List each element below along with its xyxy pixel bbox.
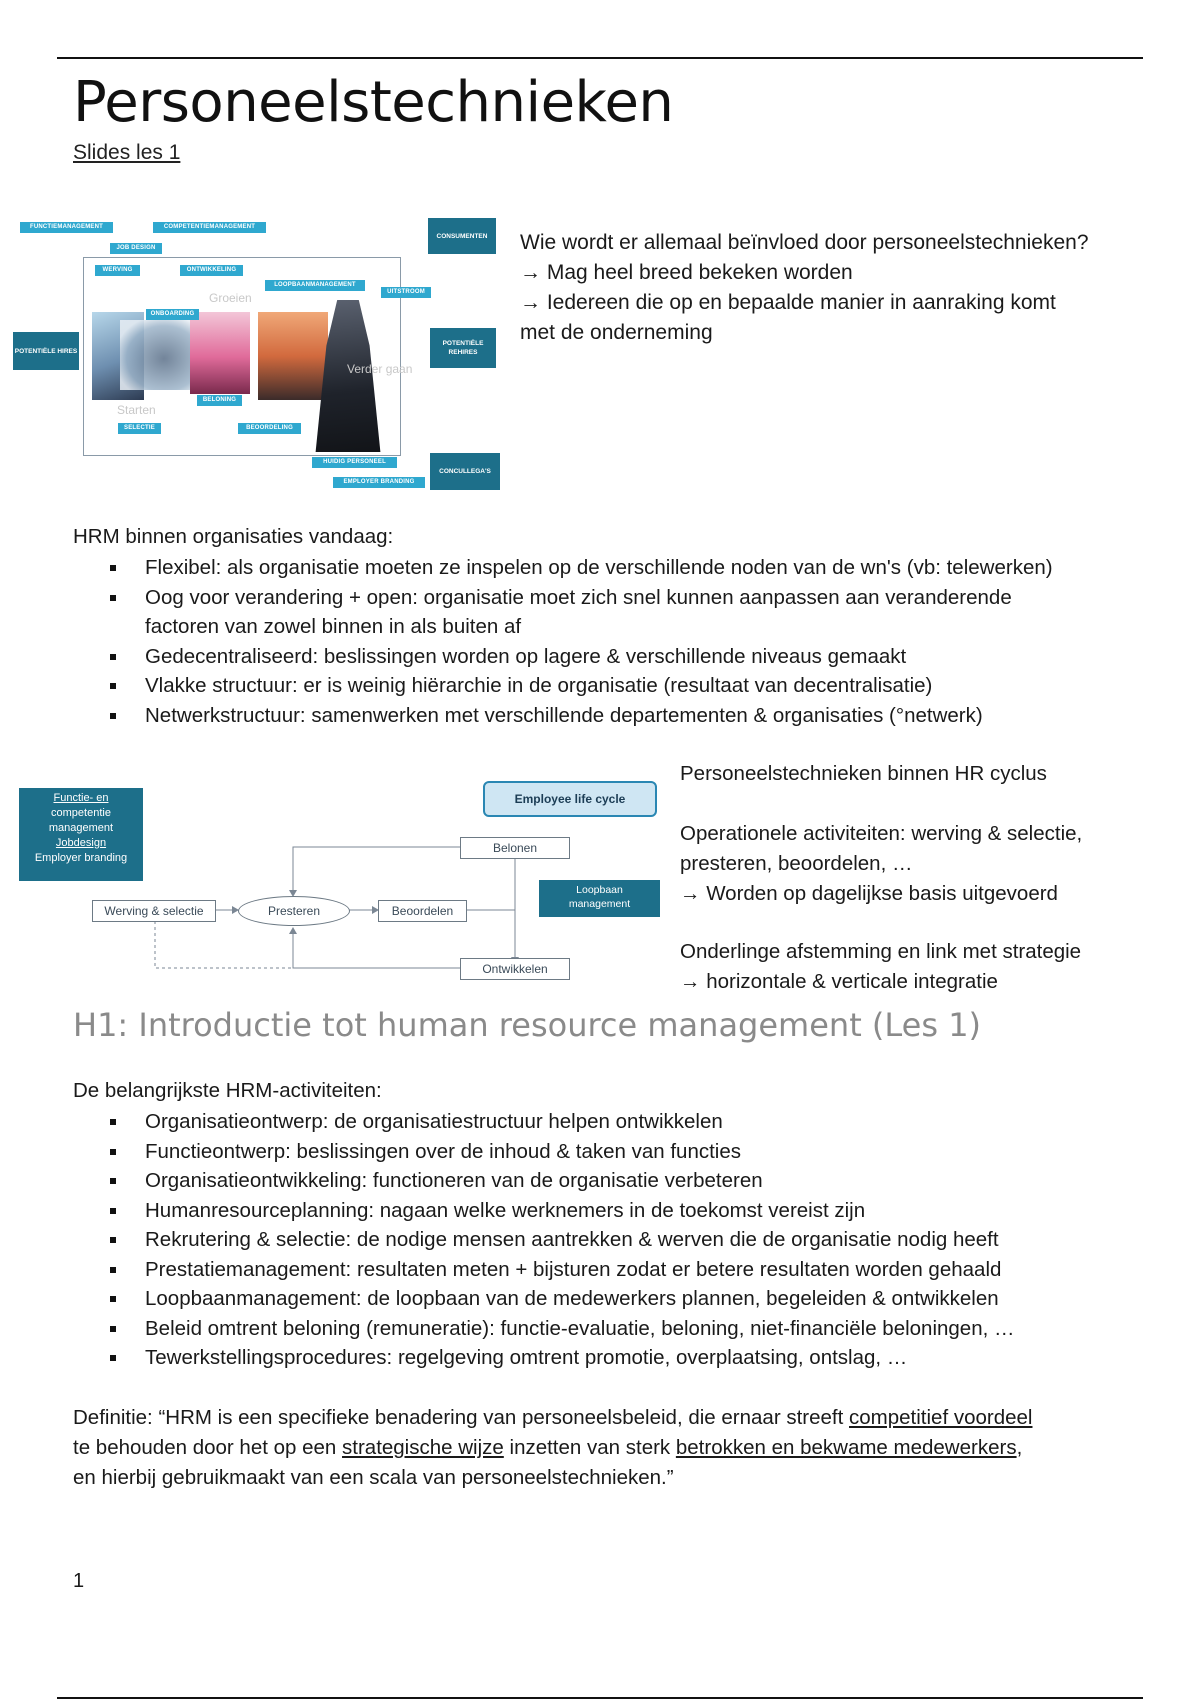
intro-question: Wie wordt er allemaal beïnvloed door personeelstechnieken?: [520, 231, 1089, 254]
page-number: 1: [73, 1570, 85, 1592]
employee-life-cycle-label: Employee life cycle: [483, 781, 657, 817]
definition-line-3: en hierbij gebruikmaakt van een scala van personeelstechnieken.”: [73, 1466, 674, 1489]
tag-selectie: SELECTIE: [118, 423, 161, 434]
list-item-text: Netwerkstructuur: samenwerken met verschillende departementen & organisaties (°netwerk): [145, 703, 983, 727]
list-item-text: Oog voor verandering + open: organisatie moet zich snel kunnen aanpassen aan veranderende: [145, 585, 1012, 609]
bottom-rule: [57, 1697, 1143, 1699]
box-loopbaan-management: [539, 880, 660, 917]
list-item: Organisatieontwikkeling: functioneren van de organisatie verbeteren: [73, 1166, 1015, 1196]
box-line: competentie: [51, 807, 111, 819]
intro-line-2: → Iedereen die op en bepaalde manier in aanraking komt: [520, 291, 1056, 314]
box-concullegas: CONCULLEGA'S: [430, 453, 500, 490]
tag-beoordeling: BEOORDELING: [238, 423, 301, 434]
ghost-label-verder-gaan: Verder gaan: [347, 362, 413, 376]
box-line: Employer branding: [34, 852, 128, 864]
hr-cycle-line: Personeelstechnieken binnen HR cyclus: [680, 762, 1047, 785]
cycle-connectors: [0, 0, 680, 1000]
definition-line-2: te behouden door het op een strategische wijze inzetten van sterk betrokken en bekwame medewerkers,: [73, 1436, 1023, 1459]
box-consumenten: CONSUMENTEN: [428, 218, 496, 254]
list-item: Humanresourceplanning: nagaan welke werknemers in de toekomst vereist zijn: [73, 1196, 1015, 1226]
hr-cycle-line: Onderlinge afstemming en link met strategie: [680, 940, 1082, 963]
activities-list: [73, 1107, 1015, 1373]
page-title: Personeelstechnieken: [73, 70, 674, 135]
list-item: Functieontwerp: beslissingen over de inhoud & taken van functies: [73, 1137, 1015, 1167]
node-werving-selectie: Werving & selectie: [92, 900, 216, 922]
tag-huidig-personeel: HUIDIG PERSONEEL: [312, 457, 397, 468]
activities-heading: De belangrijkste HRM-activiteiten:: [73, 1079, 382, 1102]
box-potentiele-rehires: POTENTIËLE REHIRES: [430, 328, 496, 368]
list-item-text: Flexibel: als organisatie moeten ze inspelen op de verschillende noden van de wn's (vb: telewerken): [145, 556, 1053, 579]
node-belonen: Belonen: [460, 837, 570, 859]
intro-line-3: met de onderneming: [520, 321, 713, 344]
list-item: Loopbaanmanagement: de loopbaan van de medewerkers plannen, begeleiden & ontwikkelen: [73, 1284, 1015, 1314]
box-line: Functie- en: [53, 792, 109, 804]
list-item: Prestatiemanagement: resultaten meten + bijsturen zodat er betere resultaten worden gehaald: [73, 1255, 1015, 1285]
ghost-label-starten: Starten: [117, 403, 156, 417]
hr-cycle-text-block: [680, 759, 1082, 997]
node-beoordelen: Beoordelen: [378, 900, 467, 922]
definition-paragraph: [73, 1403, 1032, 1493]
hrm-today-heading: HRM binnen organisaties vandaag:: [73, 525, 394, 548]
tag-functiemanagement: FUNCTIEMANAGEMENT: [20, 222, 113, 233]
box-line: Loopbaan: [576, 884, 623, 896]
tag-werving: WERVING: [95, 265, 140, 276]
node-ontwikkelen: Ontwikkelen: [460, 958, 570, 980]
section-heading-h1: H1: Introductie tot human resource management (Les 1): [73, 1006, 982, 1044]
underlined-term: betrokken en bekwame medewerkers: [675, 1436, 1017, 1459]
list-item: Beleid omtrent beloning (remuneratie): functie-evaluatie, beloning, niet-financiële beloningen, …: [73, 1314, 1015, 1344]
underlined-term: competitief voordeel: [849, 1406, 1033, 1429]
box-potentiele-hires: POTENTIËLE HIRES: [13, 332, 79, 370]
tag-employer-branding: EMPLOYER BRANDING: [333, 477, 425, 488]
box-line: management: [48, 822, 114, 834]
list-item: Tewerkstellingsprocedures: regelgeving omtrent promotie, overplaatsing, ontslag, …: [73, 1343, 1015, 1373]
list-item: Organisatieontwerp: de organisatiestructuur helpen ontwikkelen: [73, 1107, 1015, 1137]
list-item: Rekrutering & selectie: de nodige mensen aantrekken & werven die de organisatie nodig heeft: [73, 1225, 1015, 1255]
intro-line-1: → Mag heel breed bekeken worden: [520, 261, 853, 284]
box-line: management: [568, 898, 631, 910]
tag-uitstroom: UITSTROOM: [381, 287, 431, 298]
hr-cycle-line: Operationele activiteiten: werving & selectie,: [680, 822, 1083, 845]
box-line: Jobdesign: [55, 837, 107, 849]
tag-job-design: JOB DESIGN: [110, 243, 162, 254]
hr-cycle-line: → horizontale & verticale integratie: [680, 970, 998, 993]
ghost-label-groeien: Groeien: [209, 291, 252, 305]
tag-competentiemanagement: COMPETENTIEMANAGEMENT: [153, 222, 266, 233]
list-item-text: Vlakke structuur: er is weinig hiërarchie in de organisatie (resultaat van decentralisatie): [145, 674, 933, 697]
definition-line-1: Definitie: “HRM is een specifieke benadering van personeelsbeleid, die ernaar streeft competitief voordeel: [73, 1406, 1033, 1429]
tag-onboarding: ONBOARDING: [146, 309, 199, 320]
hr-cycle-line: → Worden op dagelijkse basis uitgevoerd: [680, 882, 1058, 905]
list-item-text: Gedecentraliseerd: beslissingen worden op lagere & verschillende niveaus gemaakt: [145, 644, 907, 668]
node-presteren: Presteren: [238, 896, 350, 926]
tag-beloning: BELONING: [197, 395, 242, 406]
tag-loopbaanmanagement: LOOPBAANMANAGEMENT: [265, 280, 365, 291]
page-subtitle: Slides les 1: [73, 141, 181, 164]
underlined-term: strategische wijze: [342, 1436, 504, 1459]
tag-ontwikkeling: ONTWIKKELING: [180, 265, 243, 276]
hr-cycle-line: presteren, beoordelen, …: [680, 852, 913, 875]
list-item-continuation: factoren van zowel binnen in als buiten af: [145, 615, 522, 638]
